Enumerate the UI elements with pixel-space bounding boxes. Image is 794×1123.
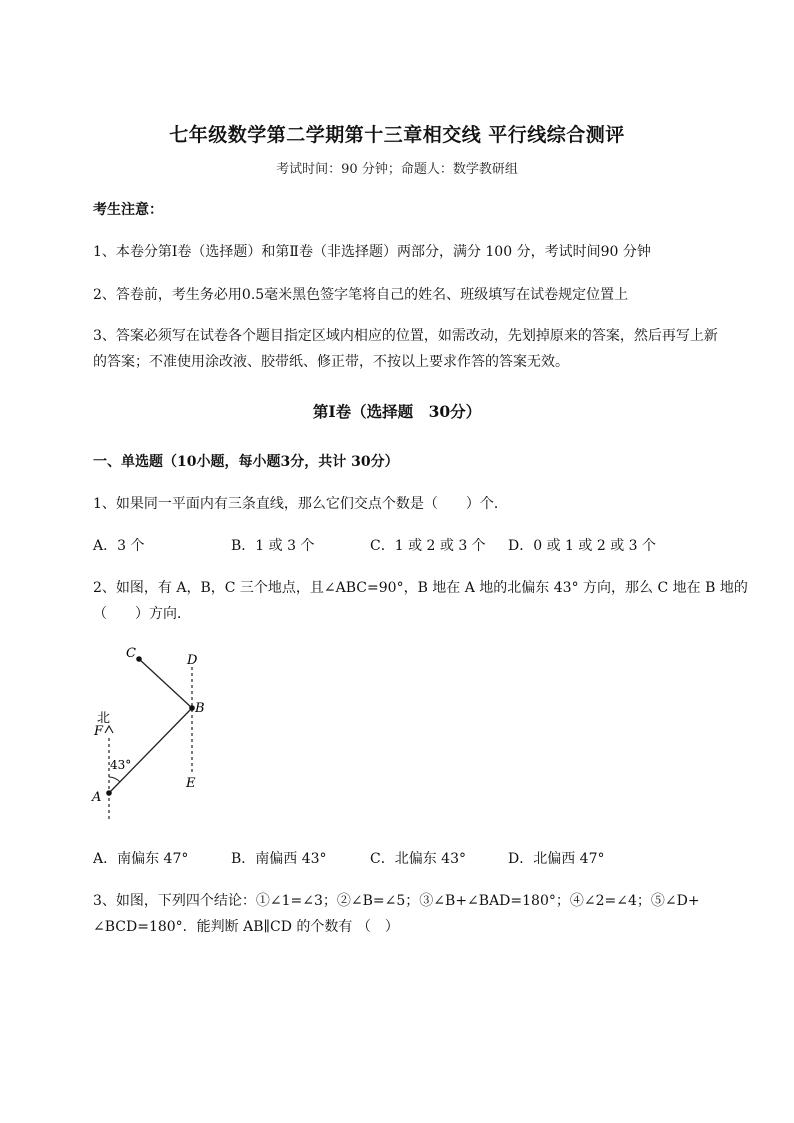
segment-ab	[109, 708, 192, 793]
angle-arc	[109, 777, 120, 782]
question-2-option-c: C．北偏东 43°	[370, 851, 466, 867]
notice-heading: 考生注意：	[93, 202, 163, 218]
label-north: 北	[97, 711, 111, 726]
notice-item-3-continued: 的答案；不准使用涂改液、胶带纸、修正带，不按以上要求作答的答案无效。	[93, 354, 569, 370]
notice-item-2: 2、答卷前，考生务必用0.5毫米黑色签字笔将自己的姓名、班级填写在试卷规定位置上	[93, 287, 629, 303]
label-d: D	[187, 653, 198, 668]
label-a: A	[92, 790, 102, 805]
point-b	[189, 705, 195, 711]
question-1-option-a: A．3 个	[93, 538, 145, 554]
question-2-option-a: A．南偏东 47°	[93, 851, 189, 867]
question-2-option-d: D．北偏西 47°	[508, 851, 605, 867]
label-b: B	[195, 701, 205, 716]
question-1-option-b: B．1 或 3 个	[231, 538, 315, 554]
question-2-figure	[88, 640, 228, 830]
question-2-stem-line1: 2、如图，有 A，B，C 三个地点，且∠ABC=90°，B 地在 A 地的北偏东 43° 方向，那么 C 地在 B 地的	[93, 580, 748, 596]
label-c: C	[126, 646, 136, 661]
label-e: E	[186, 776, 196, 791]
question-1-stem: 1、如果同一平面内有三条直线，那么它们交点个数是（ ）个．	[93, 496, 508, 512]
exam-subtitle: 考试时间：90 分钟；命题人：数学教研组	[276, 162, 518, 177]
question-1-option-c: C．1 或 2 或 3 个	[370, 538, 486, 554]
question-3-stem-line1: 3、如图，下列四个结论：①∠1=∠3；②∠B=∠5；③∠B+∠BAD=180°；④∠2=∠4；⑤∠D+	[93, 893, 700, 909]
question-2-option-b: B．南偏西 43°	[231, 851, 327, 867]
page-title: 七年级数学第二学期第十三章相交线 平行线综合测评	[169, 124, 625, 146]
notice-item-1: 1、本卷分第Ⅰ卷（选择题）和第Ⅱ卷（非选择题）两部分，满分 100 分，考试时间90 分钟	[93, 244, 651, 260]
segment-cb	[139, 659, 192, 708]
point-c	[136, 656, 142, 662]
question-1-option-d: D．0 或 1 或 2 或 3 个	[508, 538, 657, 554]
section-title: 第Ⅰ卷（选择题 30分）	[312, 402, 482, 421]
point-a	[106, 790, 112, 796]
part-heading: 一、单选题（10小题，每小题3分，共计 30分）	[93, 454, 399, 470]
north-arrow-icon	[105, 726, 113, 733]
question-2-stem-line2: （ ）方向．	[93, 606, 191, 622]
label-f: F	[94, 724, 104, 739]
label-angle: 43°	[110, 758, 132, 772]
question-3-stem-line2: ∠BCD=180°．能判断 AB∥CD 的个数有 （ ）	[93, 919, 399, 935]
notice-item-3: 3、答案必须写在试卷各个题目指定区域内相应的位置，如需改动，先划掉原来的答案，然后再写上新	[93, 328, 718, 344]
